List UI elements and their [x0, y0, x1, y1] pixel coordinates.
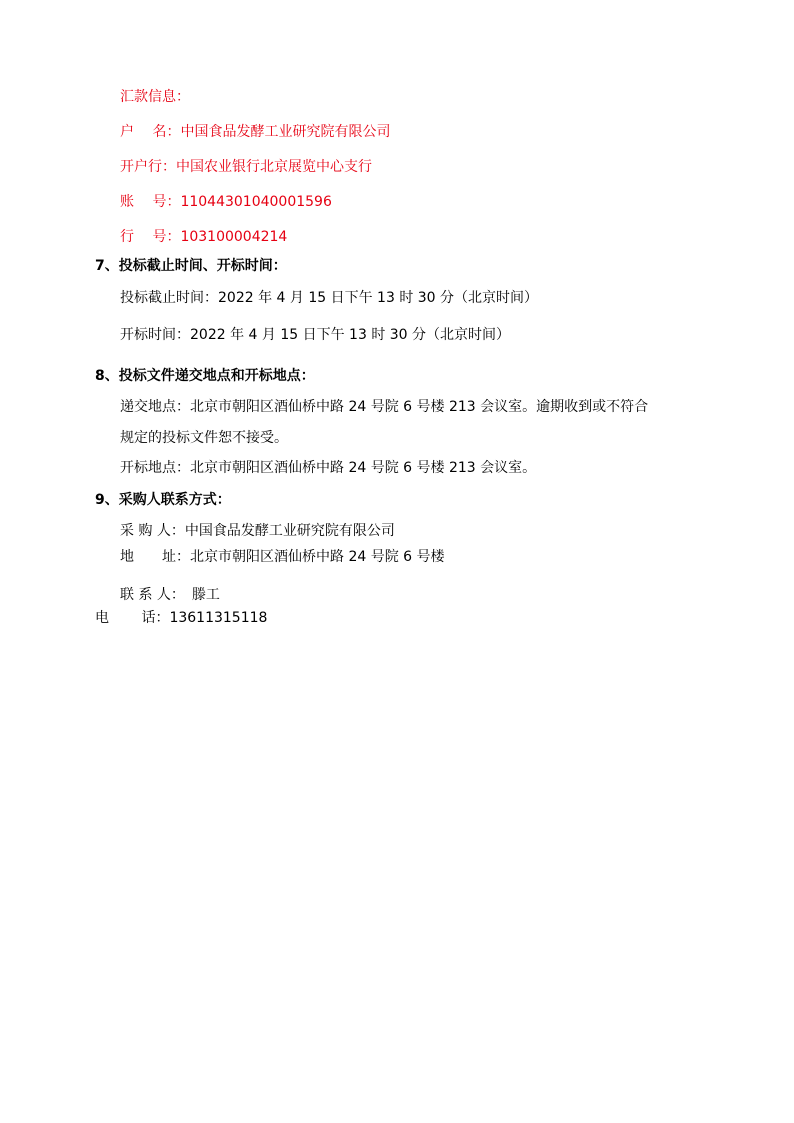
- remittance-title: 汇款信息：: [120, 89, 190, 105]
- bid-opening-time: 开标时间：2022 年 4 月 15 日下午 13 时 30 分（北京时间）: [120, 327, 511, 343]
- purchaser: 采 购 人：中国食品发酵工业研究院有限公司: [120, 523, 395, 539]
- section-8-heading: 8、投标文件递交地点和开标地点：: [95, 368, 315, 384]
- section-9-heading: 9、采购人联系方式：: [95, 492, 231, 508]
- purchaser-address: 地 址：北京市朝阳区酒仙桥中路 24 号院 6 号楼: [120, 549, 445, 565]
- account-name: 户 名：中国食品发酵工业研究院有限公司: [120, 124, 391, 140]
- submission-place-line2: 规定的投标文件恕不接受。: [120, 430, 288, 446]
- bid-deadline: 投标截止时间：2022 年 4 月 15 日下午 13 时 30 分（北京时间）: [120, 290, 539, 306]
- contact-phone: 电 话：13611315118: [95, 610, 268, 626]
- bank-name: 开户行：中国农业银行北京展览中心支行: [120, 159, 372, 175]
- account-number: 账 号：11044301040001596: [120, 194, 332, 210]
- opening-place: 开标地点：北京市朝阳区酒仙桥中路 24 号院 6 号楼 213 会议室。: [120, 460, 537, 476]
- contact-person: 联 系 人： 滕工: [120, 587, 220, 603]
- bank-code: 行 号：103100004214: [120, 229, 288, 245]
- section-7-heading: 7、投标截止时间、开标时间：: [95, 258, 287, 274]
- submission-place-line1: 递交地点：北京市朝阳区酒仙桥中路 24 号院 6 号楼 213 会议室。逾期收到或不符合: [120, 399, 649, 415]
